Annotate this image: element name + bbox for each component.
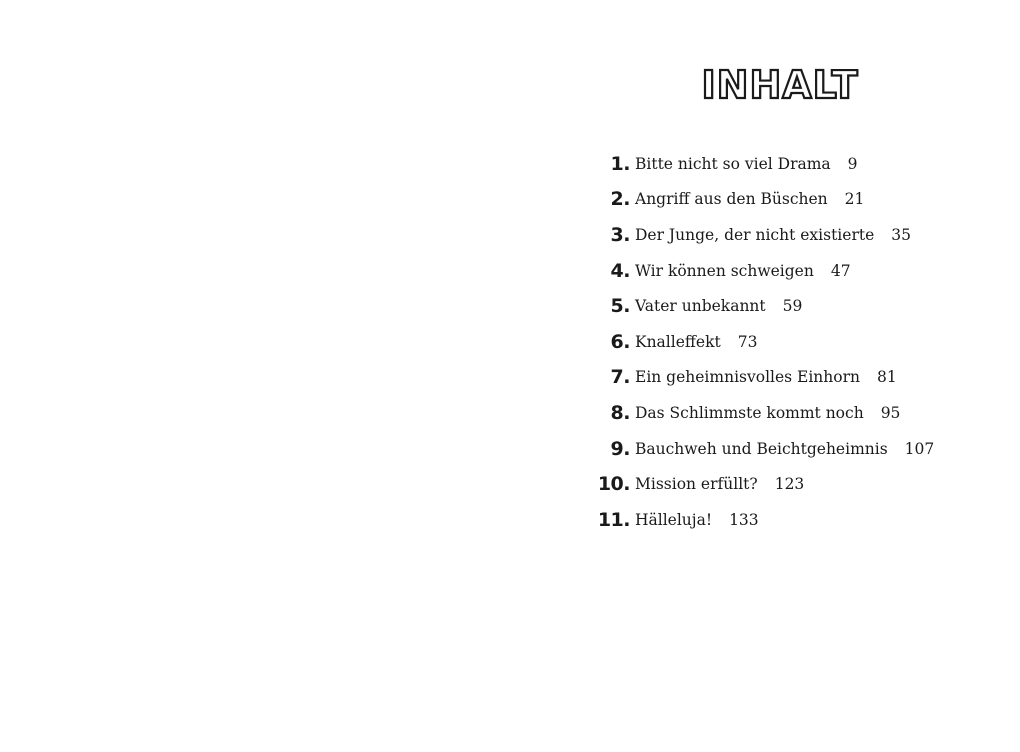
chapter-page-number: 133 (729, 510, 759, 529)
chapter-number: 7. (610, 366, 630, 389)
contents-entry (590, 431, 934, 467)
chapter-number: 3. (610, 223, 630, 246)
chapter-number: 8. (610, 401, 630, 424)
chapter-title: Hälleluja! (635, 510, 713, 529)
chapter-page-number: 35 (891, 225, 911, 244)
contents-entry (590, 395, 934, 431)
chapter-number: 9. (610, 437, 630, 460)
chapter-number: 11. (597, 508, 630, 531)
chapter-page-number: 21 (844, 190, 865, 209)
chapter-page-number: 9 (847, 154, 858, 173)
chapter-number: 10. (597, 473, 630, 496)
contents-list (590, 146, 934, 538)
contents-entry (590, 253, 934, 289)
contents-entry (590, 288, 934, 324)
chapter-page-number: 95 (880, 403, 901, 422)
chapter-page-number: 47 (830, 261, 851, 280)
chapter-number: 6. (610, 330, 630, 353)
contents-entry (590, 324, 934, 360)
contents-heading: INHALT (701, 63, 859, 107)
contents-entry (590, 217, 934, 253)
chapter-title: Das Schlimmste kommt noch (635, 403, 864, 422)
chapter-number: 2. (610, 188, 630, 211)
chapter-page-number: 123 (774, 475, 805, 494)
chapter-title: Mission erfüllt? (635, 475, 758, 494)
contents-entry (590, 466, 934, 502)
contents-entry (590, 502, 934, 538)
contents-entry (590, 360, 934, 396)
chapter-page-number: 81 (877, 368, 897, 387)
chapter-number: 1. (610, 152, 630, 175)
chapter-title: Ein geheimnisvolles Einhorn (635, 368, 860, 387)
contents-entry (590, 182, 934, 218)
chapter-title: Knalleffekt (635, 332, 721, 351)
chapter-page-number: 73 (737, 332, 758, 351)
contents-entry (590, 146, 934, 182)
chapter-title: Vater unbekannt (635, 297, 766, 316)
chapter-title: Bauchweh und Beichtgeheimnis (635, 439, 888, 458)
right-page-contents (510, 0, 1020, 752)
chapter-page-number: 59 (782, 297, 803, 316)
chapter-number: 4. (610, 259, 630, 282)
chapter-title: Der Junge, der nicht existierte (635, 225, 875, 244)
chapter-title: Angriff aus den Büschen (635, 190, 828, 209)
chapter-title: Wir können schweigen (635, 261, 814, 280)
chapter-number: 5. (610, 295, 630, 318)
chapter-page-number: 107 (904, 439, 935, 458)
chapter-title: Bitte nicht so viel Drama (635, 154, 831, 173)
